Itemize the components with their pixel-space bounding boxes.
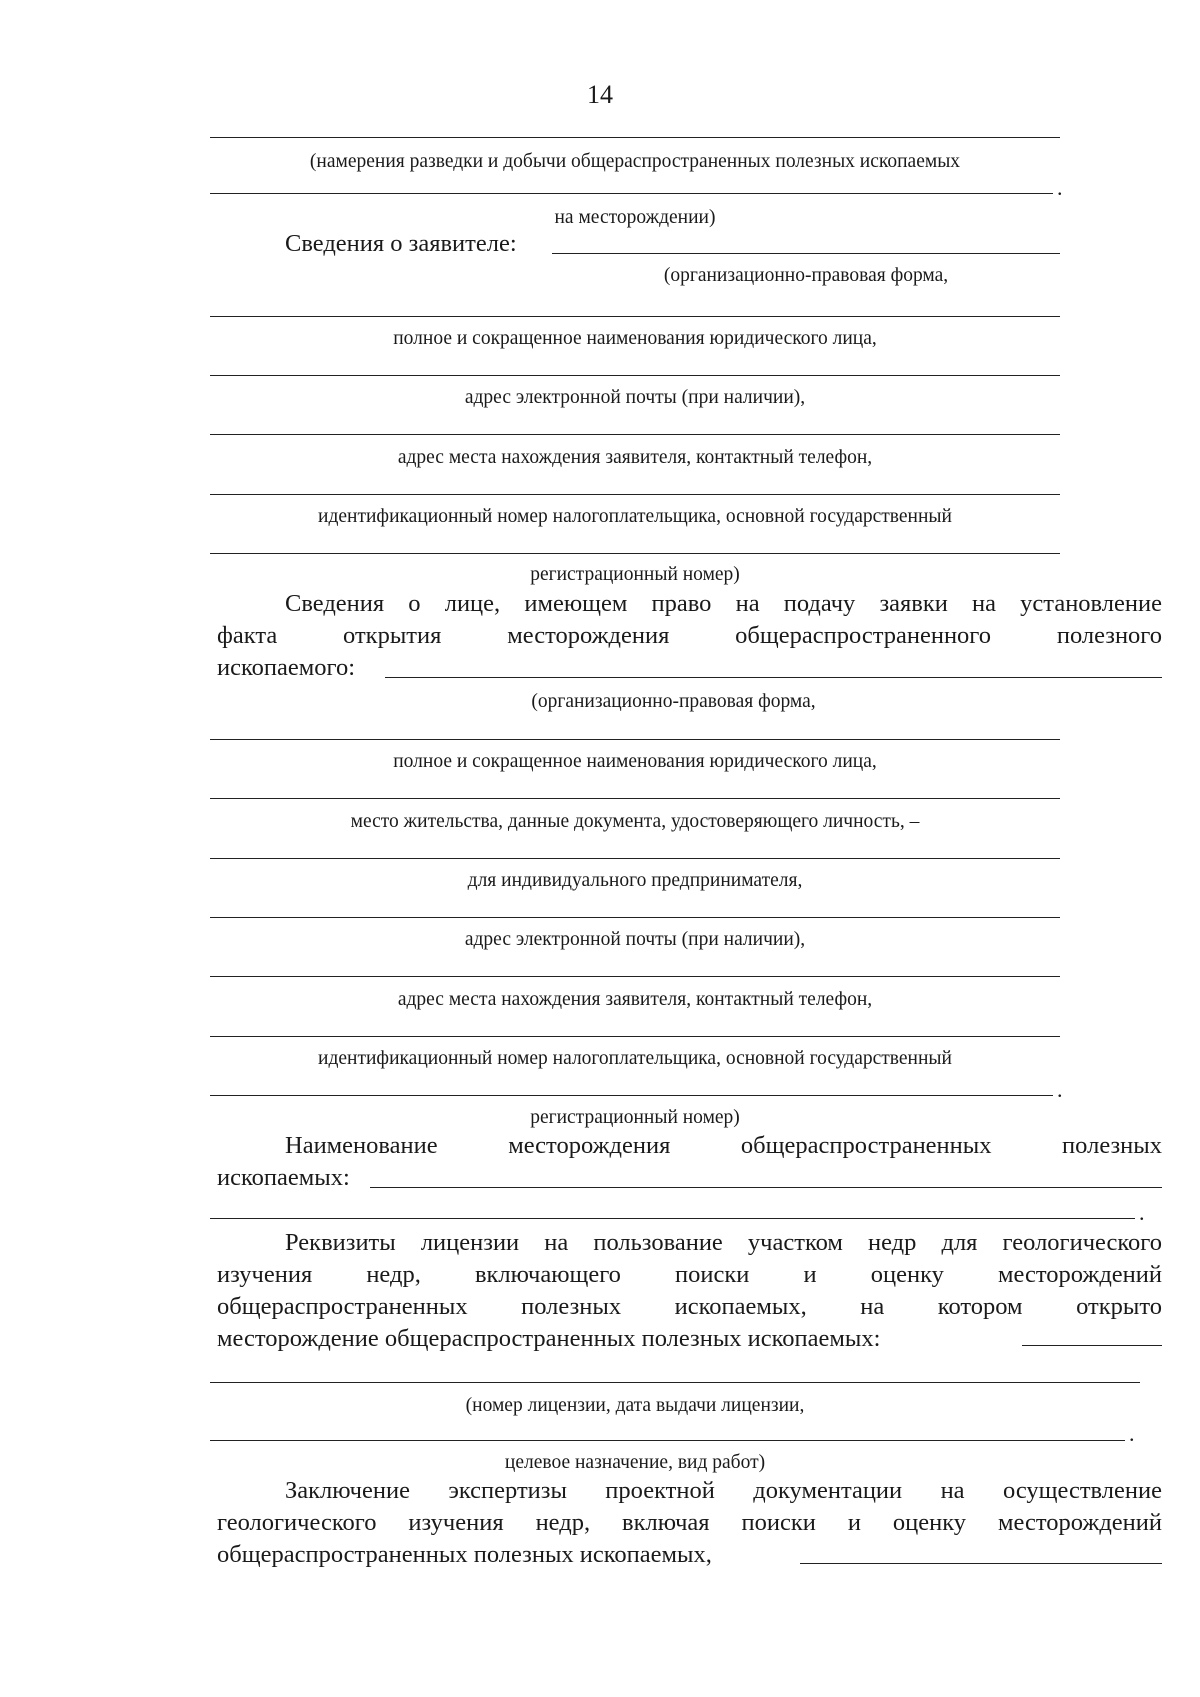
- fill-line[interactable]: [210, 494, 1060, 495]
- license-paragraph: [217, 1227, 1162, 1355]
- caption-applicant: идентификационный номер налогоплательщика, основной государственный: [318, 506, 952, 527]
- applicant-field[interactable]: [552, 253, 1060, 254]
- paragraph-line: изучения недр, включающего поиски и оценку месторождений: [217, 1261, 1162, 1288]
- period: .: [1057, 1077, 1063, 1102]
- fill-line[interactable]: [210, 798, 1060, 799]
- paragraph-line: ископаемых:: [217, 1164, 350, 1191]
- caption-license: целевое назначение, вид работ): [504, 1452, 766, 1473]
- fill-line[interactable]: [210, 434, 1060, 435]
- fill-line[interactable]: [210, 917, 1060, 918]
- caption-applicant: полное и сокращенное наименования юридического лица,: [393, 328, 877, 349]
- deposit-field[interactable]: [370, 1187, 1162, 1188]
- caption-applicant: адрес электронной почты (при наличии),: [464, 387, 806, 408]
- expertise-field[interactable]: [800, 1563, 1162, 1564]
- caption-person: место жительства, данные документа, удостоверяющего личность, –: [350, 811, 920, 832]
- paragraph-line: геологического изучения недр, включая поиски и оценку месторождений: [217, 1509, 1162, 1536]
- deposit-paragraph: [217, 1130, 1162, 1194]
- fill-line[interactable]: [210, 193, 1053, 194]
- fill-line[interactable]: [210, 739, 1060, 740]
- fill-line[interactable]: [210, 1095, 1053, 1096]
- caption-person: регистрационный номер): [530, 1107, 740, 1128]
- caption-applicant: регистрационный номер): [530, 564, 740, 585]
- fill-line[interactable]: [210, 976, 1060, 977]
- paragraph-line: Наименование месторождения общераспространенных полезных: [285, 1132, 1162, 1159]
- paragraph-line: Реквизиты лицензии на пользование участком недр для геологического: [285, 1229, 1162, 1256]
- fill-line[interactable]: [210, 1218, 1135, 1219]
- paragraph-line: факта открытия месторождения общераспространенного полезного: [217, 622, 1162, 649]
- person-paragraph: [217, 588, 1162, 684]
- period: .: [1129, 1421, 1135, 1446]
- caption-person: адрес электронной почты (при наличии),: [464, 929, 806, 950]
- caption-person: полное и сокращенное наименования юридического лица,: [393, 751, 877, 772]
- fill-line[interactable]: [210, 1440, 1125, 1441]
- paragraph-line: Сведения о лице, имеющем право на подачу заявки на установление: [285, 590, 1162, 617]
- caption-person: (организационно-правовая форма,: [531, 691, 816, 712]
- fill-line[interactable]: [210, 1036, 1060, 1037]
- paragraph-line: ископаемого:: [217, 654, 356, 681]
- period: .: [1057, 175, 1063, 200]
- caption-intent: (намерения разведки и добычи общераспространенных полезных ископаемых: [309, 151, 961, 172]
- caption-applicant: адрес места нахождения заявителя, контактный телефон,: [397, 447, 873, 468]
- fill-line[interactable]: [210, 137, 1060, 138]
- page-number: 14: [587, 80, 613, 109]
- fill-line[interactable]: [210, 375, 1060, 376]
- paragraph-line: общераспространенных полезных ископаемых, на котором открыто: [217, 1293, 1162, 1320]
- license-field[interactable]: [1022, 1345, 1162, 1346]
- expertise-paragraph: [217, 1475, 1162, 1571]
- caption-intent: на месторождении): [554, 207, 716, 228]
- period: .: [1139, 1200, 1145, 1225]
- caption-person: адрес места нахождения заявителя, контактный телефон,: [397, 989, 873, 1010]
- fill-line[interactable]: [210, 316, 1060, 317]
- caption-license: (номер лицензии, дата выдачи лицензии,: [465, 1395, 805, 1416]
- caption-person: для индивидуального предпринимателя,: [467, 870, 803, 891]
- applicant-label: Сведения о заявителе:: [285, 230, 517, 257]
- fill-line[interactable]: [210, 1382, 1140, 1383]
- paragraph-line: Заключение экспертизы проектной документации на осуществление: [285, 1477, 1162, 1504]
- paragraph-line: общераспространенных полезных ископаемых,: [217, 1541, 712, 1568]
- fill-line[interactable]: [210, 553, 1060, 554]
- caption-applicant: (организационно-правовая форма,: [663, 265, 949, 286]
- caption-person: идентификационный номер налогоплательщика, основной государственный: [318, 1048, 952, 1069]
- person-field[interactable]: [385, 677, 1162, 678]
- paragraph-line: месторождение общераспространенных полезных ископаемых:: [217, 1325, 881, 1352]
- fill-line[interactable]: [210, 858, 1060, 859]
